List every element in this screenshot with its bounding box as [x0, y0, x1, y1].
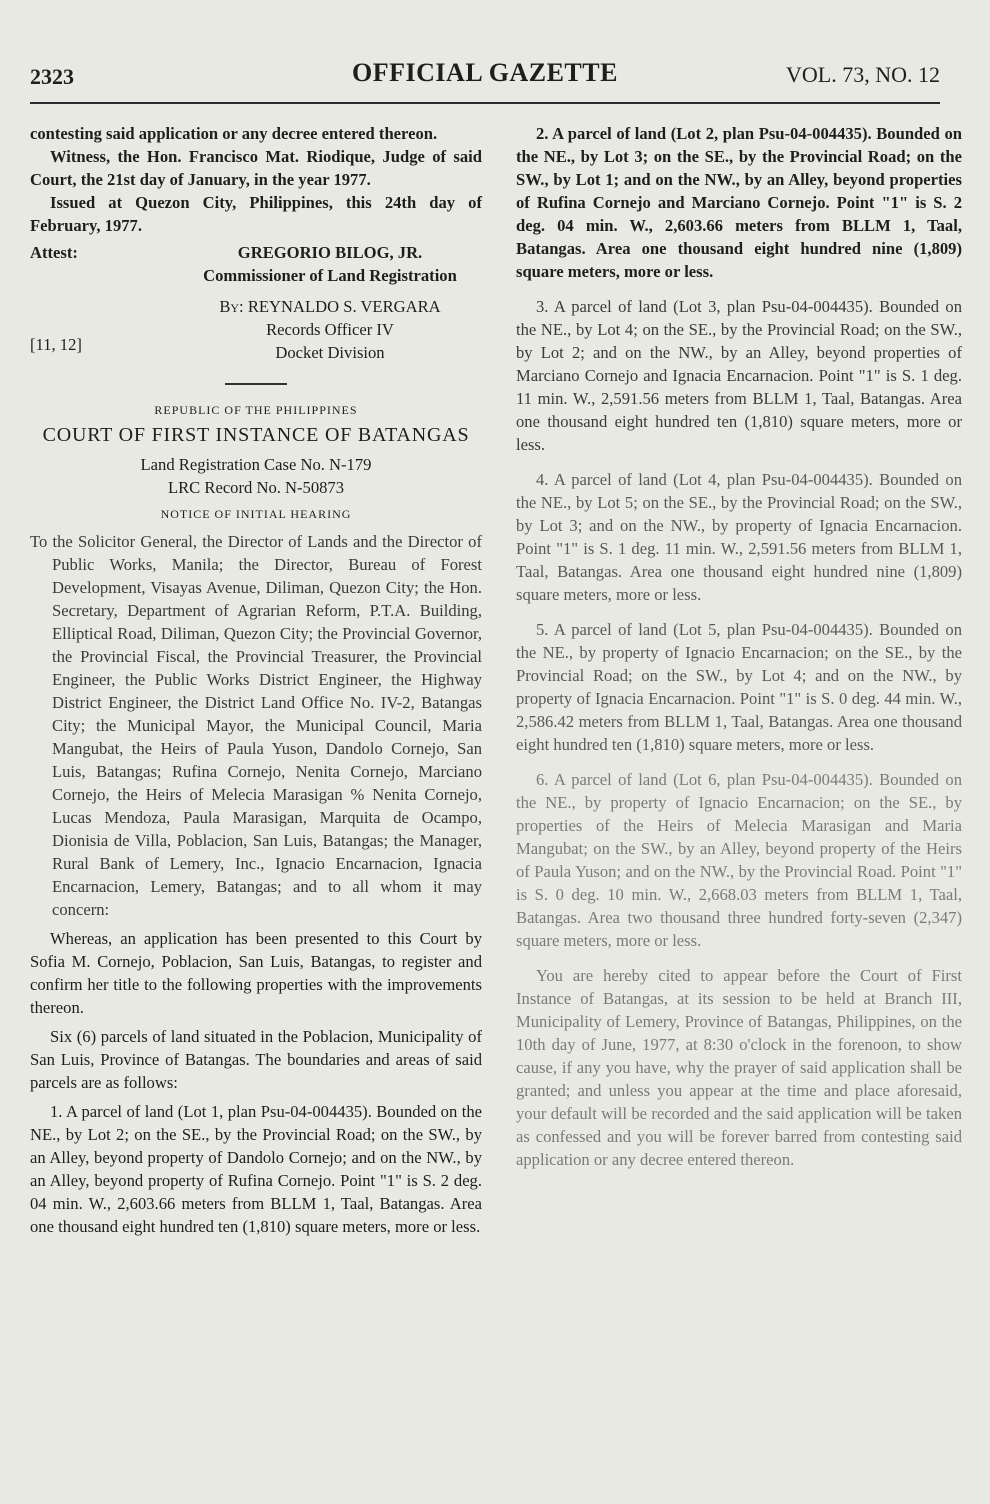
addressees-paragraph: To the Solicitor General, the Director of Lands and the Director of Public Works, Manila; the Director, Bureau of Forest Development, Visayas Avenue, Diliman, Quezon City; the Hon. Secretary, Department of Agrarian Reform, P.T.A. Building, Elliptical Road, Diliman, Quezon City; the Provincial Governor, the Provincial Fiscal, the Provincial Treasurer, the Provincial Engineer, the Public Works District Engineer, the Highway District Engineer, the District Land Office No. IV-2, Batangas City; the Municipal Mayor, the Municipal Council, Maria Mangubat, the Heirs of Paula Yuson, Dandolo Cornejo, San Luis, Batangas; Rufina Cornejo, Nenita Cornejo, Marciano Cornejo, the Heirs of Melecia Marasigan % Nenita Cornejo, Lucas Mendoza, Paula Marasigan, Marquita de Ocampo, Dionisia de Villa, Poblacion, San Luis, Batangas; the Manager, Rural Bank of Lemery, Inc., Ignacio Encarnacion, Ignacia Encarnacion, Lemery, Batangas; and to all whom it may concern: [30, 532, 482, 919]
page-header [30, 58, 940, 98]
parcel-1-paragraph: 1. A parcel of land (Lot 1, plan Psu-04-004435). Bounded on the NE., by Lot 2; on the SE., by the Provincial Road; on the SW., by an Alley, beyond property of Dandolo Cornejo; and on the NW., by an Alley, beyond property of Rufina Cornejo. Point "1" is S. 2 deg. 04 min. W., 2,603.66 meters from BLLM 1, Taal, Batangas. Area one thousand eight hundred ten (1,810) square meters, more or less. [30, 1102, 482, 1236]
volume-number: VOL. 73, NO. 12 [786, 62, 940, 87]
case-number: Land Registration Case No. N-179 [140, 455, 372, 474]
attest-label: Attest: [30, 243, 78, 262]
by-line: By: REYNALDO S. VERGARA [219, 297, 441, 316]
page-number: 2323 [30, 64, 74, 89]
publication-title: OFFICIAL GAZETTE [352, 58, 618, 87]
parcel-4-paragraph: 4. A parcel of land (Lot 4, plan Psu-04-004435). Bounded on the NE., by Lot 5; on the SE., by the Provincial Road; on the SW., by Lot 3; and on the NW., by property of Ignacia Encarnacion. Point "1" is S. 1 deg. 11 min. W., 2,591.56 meters from BLLM 1, Taal, Batangas. Area one thousand eight hundred nine (1,809) square meters, more or less. [516, 470, 962, 604]
parcel-6-paragraph: 6. A parcel of land (Lot 6, plan Psu-04-004435). Bounded on the NE., by property of Ignacio Encarnacion; on the SE., by properties of the Heirs of Melecia Marasigan and Maria Mangubat; on the SW., by an Alley, beyond property of the Heirs of Paula Yuson; and on the NW., by the Provincial Road. Point "1" is S. 0 deg. 10 min. W., 2,668.03 meters from BLLM 1, Taal, Batangas. Area two thousand three hundred forty-seven (2,347) square meters, more or less. [516, 770, 962, 950]
whereas-paragraph: Whereas, an application has been presented to this Court by Sofia M. Cornejo, Poblacion, San Luis, Batangas, to register and confirm her title to the following properties with the improvements thereon. [30, 929, 482, 1017]
commissioner-name: GREGORIO BILOG, JR. [237, 243, 423, 262]
header-rule [30, 102, 940, 104]
parcel-3-paragraph: 3. A parcel of land (Lot 3, plan Psu-04-004435). Bounded on the NE., by Lot 4; on the SE., by the Provincial Road; on the SW., by Lot 2; and on the NW., by an Alley, beyond properties of Marciano Cornejo and Ignacia Encarnacion. Point "1" is S. 1 deg. 11 min. W., 2,591.56 meters from BLLM 1, Taal, Batangas. Area one thousand eight hundred ten (1,810) square meters, more or less. [516, 297, 962, 454]
left-column [30, 122, 482, 1238]
witness-paragraph: Witness, the Hon. Francisco Mat. Riodique, Judge of said Court, the 21st day of January, in the year 1977. [30, 147, 482, 189]
court-heading: COURT OF FIRST INSTANCE OF BATANGAS [42, 424, 470, 446]
issue-reference: [11, 12] [30, 335, 82, 354]
attestation-block [30, 241, 482, 381]
parcel-2-paragraph: 2. A parcel of land (Lot 2, plan Psu-04-004435). Bounded on the NE., by Lot 3; on the SE., by the Provincial Road; on the SW., by Lot 1; and on the NW., by an Alley, beyond properties of Rufina Cornejo and Marciano Cornejo. Point "1" is S. 2 deg. 04 min. W., 2,603.66 meters from BLLM 1, Taal, Batangas. Area one thousand eight hundred nine (1,809) square meters, more or less. [516, 124, 962, 281]
issued-paragraph: Issued at Quezon City, Philippines, this 24th day of February, 1977. [30, 193, 482, 235]
closing-paragraph: You are hereby cited to appear before the Court of First Instance of Batangas, at its session to be held at Branch III, Municipality of Lemery, Province of Batangas, Philippines, on the 10th day of June, 1977, at 8:30 o'clock in the forenoon, to show cause, if any you have, why the prayer of said application shall be granted; and unless you appear at the time and place aforesaid, your default will be recorded and the said application will be taken as confessed and you will be forever barred from contesting said application or any decree entered thereon. [516, 966, 962, 1169]
section-divider [225, 383, 287, 385]
parcels-intro-paragraph: Six (6) parcels of land situated in the Poblacion, Municipality of San Luis, Province of Batangas. The boundaries and areas of said parcels are as follows: [30, 1027, 482, 1092]
officer-title: Records Officer IV [266, 320, 394, 339]
republic-heading: REPUBLIC OF THE PHILIPPINES [154, 403, 358, 417]
parcel-5-paragraph: 5. A parcel of land (Lot 5, plan Psu-04-004435). Bounded on the NE., by property of Ignacio Encarnacion; on the SE., by the Provincial Road; on the SW., by Lot 4; and on the NW., by property of Ignacia Encarnacion. Point "1" is S. 0 deg. 44 min. W., 2,586.42 meters from BLLM 1, Taal, Batangas. Area one thousand eight hundred ten (1,810) square meters, more or less. [516, 620, 962, 754]
commissioner-title: Commissioner of Land Registration [203, 266, 457, 285]
division-name: Docket Division [275, 343, 385, 362]
lrc-record-number: LRC Record No. N-50873 [167, 478, 345, 497]
contesting-paragraph: contesting said application or any decree entered thereon. [30, 124, 438, 143]
notice-title: NOTICE OF INITIAL HEARING [160, 507, 352, 521]
signature-block [170, 241, 490, 364]
right-column [516, 122, 962, 1171]
